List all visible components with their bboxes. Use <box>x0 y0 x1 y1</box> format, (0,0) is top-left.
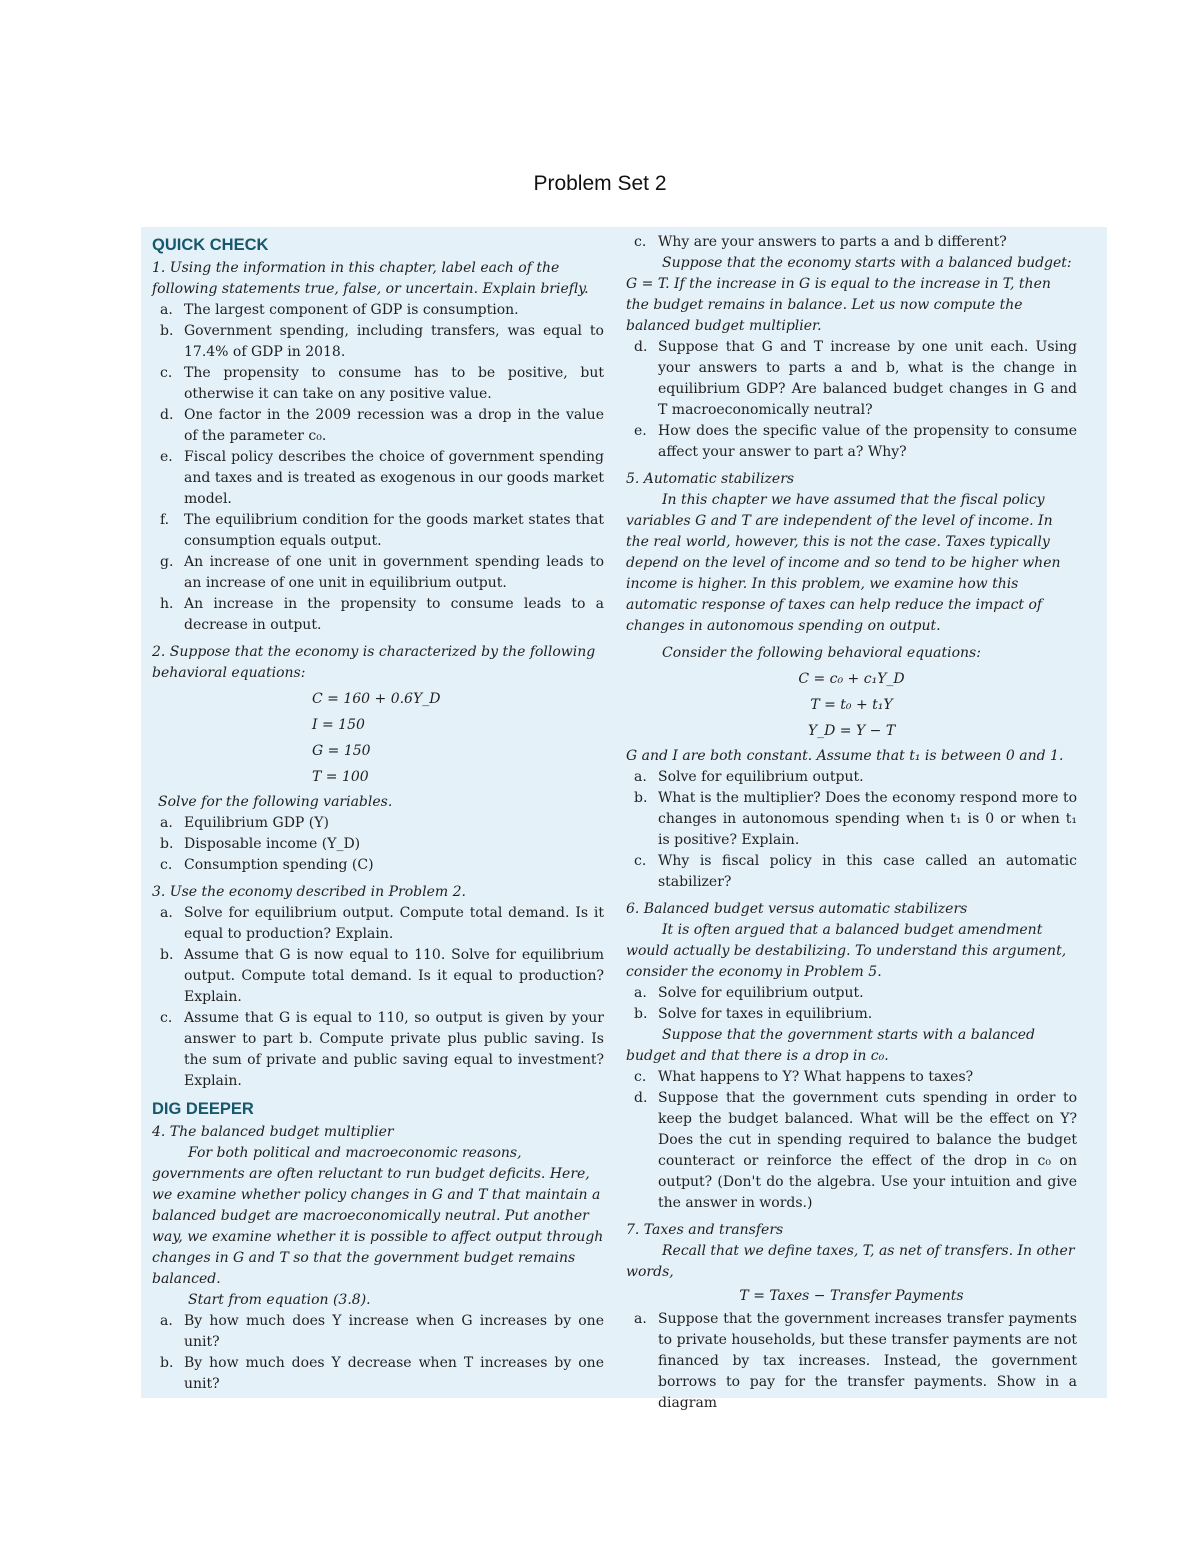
equation: G = 150 <box>312 743 371 759</box>
problem-4-title: 4. The balanced budget multiplier <box>152 1124 394 1140</box>
list-item: d. Suppose that the government cuts spending in order to keep the budget balanced. What will be the effect on Y? Does the cut in spending required to balance the budget counteract or reinforce the effect of the drop in c₀ on output? (Don't do the algebra. Use your intuition and give the answer in words.) <box>634 1090 1077 1211</box>
list-item: c. The propensity to consume has to be positive, but otherwise it can take on any positive value. <box>160 365 604 402</box>
problem-5-consider: Consider the following behavioral equations: <box>662 645 981 661</box>
list-item: c. Consumption spending (C) <box>160 857 374 873</box>
problem-6-paragraph: It is often argued that a balanced budget amendment would actually be destabilizing. To understand this argument, consider the economy in Problem 5. <box>626 922 1067 980</box>
problem-4-paragraph: For both political and macroeconomic reasons, governments are often reluctant to run budget deficits. Here, we examine whether policy changes in G and T that maintain a balanced budget are macroeconomically neutral. Put another way, we examine whether it is possible to affect output through changes in G and T so that the government budget remains balanced. <box>152 1145 604 1287</box>
list-item: d. One factor in the 2009 recession was a drop in the value of the parameter c₀. <box>160 407 604 444</box>
problem-6-list-2 <box>626 1067 1077 1214</box>
list-item: g. An increase of one unit in government spending leads to an increase of one unit in equilibrium output. <box>160 554 604 591</box>
equation: C = c₀ + c₁Y_D <box>798 671 905 687</box>
list-item: e. How does the specific value of the propensity to consume affect your answer to part a? Why? <box>634 423 1077 460</box>
list-item: a. Equilibrium GDP (Y) <box>160 815 329 831</box>
list-item: c. Why are your answers to parts a and b different? <box>634 234 1007 250</box>
problem-3-list <box>152 903 604 1092</box>
quick-check-heading: QUICK CHECK <box>152 236 269 254</box>
list-item: f. The equilibrium condition for the goods market states that consumption equals output. <box>160 512 604 549</box>
list-item: a. The largest component of GDP is consumption. <box>160 302 519 318</box>
equation: T = Taxes − Transfer Payments <box>739 1288 964 1304</box>
list-item: b. Assume that G is now equal to 110. Solve for equilibrium output. Compute total demand. Is it equal to production? Explain. <box>160 947 604 1005</box>
problem-4-start: Start from equation (3.8). <box>188 1292 371 1308</box>
problem-5-title: 5. Automatic stabilizers <box>626 471 795 487</box>
problem-7-title: 7. Taxes and transfers <box>626 1222 784 1238</box>
problem-1-intro: 1. Using the information in this chapter, label each of the following statements true, false, or uncertain. Explain briefly. <box>152 260 589 297</box>
problem-2-solve: Solve for the following variables. <box>158 794 393 810</box>
list-item: b. What is the multiplier? Does the economy respond more to changes in autonomous spending when t₁ is 0 or when t₁ is positive? Explain. <box>634 790 1077 848</box>
problem-7-list <box>626 1309 1077 1414</box>
problem-2-list <box>152 813 604 876</box>
problem-6-suppose: Suppose that the government starts with a balanced budget and that there is a drop in c₀. <box>626 1027 1035 1064</box>
equation: T = t₀ + t₁Y <box>810 697 893 713</box>
list-item: a. Solve for equilibrium output. <box>634 985 864 1001</box>
list-item: c. What happens to Y? What happens to taxes? <box>634 1069 974 1085</box>
list-item: c. Why is fiscal policy in this case called an automatic stabilizer? <box>634 853 1077 890</box>
list-item: b. By how much does Y decrease when T increases by one unit? <box>160 1355 604 1392</box>
problem-4-list-2 <box>626 337 1077 463</box>
problem-4-list-continued <box>626 232 1077 253</box>
problem-4-list <box>152 1311 604 1395</box>
problem-5-paragraph: In this chapter we have assumed that the fiscal policy variables G and T are independent of the level of income. In the real world, however, this is not the case. Taxes typically depend on the level of income and so tend to be higher when income is higher. In this problem, we examine how this automatic response of taxes can help reduce the impact of changes in autonomous spending on output. <box>626 492 1061 634</box>
dig-deeper-heading: DIG DEEPER <box>152 1100 254 1118</box>
list-item: a. By how much does Y increase when G increases by one unit? <box>160 1313 604 1350</box>
list-item: a. Suppose that the government increases transfer payments to private households, but these transfer payments are not financed by tax increases. Instead, the government borrows to pay for the transfer payments. Show in a diagram <box>634 1311 1077 1411</box>
left-column <box>152 232 604 1395</box>
list-item: h. An increase in the propensity to consume leads to a decrease in output. <box>160 596 604 633</box>
list-item: e. Fiscal policy describes the choice of government spending and taxes and is treated as exogenous in our goods market model. <box>160 449 604 507</box>
problem-6-title: 6. Balanced budget versus automatic stabilizers <box>626 901 968 917</box>
problem-5-note: G and I are both constant. Assume that t₁ is between 0 and 1. <box>626 748 1064 764</box>
problem-4-suppose: Suppose that the economy starts with a balanced budget: G = T. If the increase in G is equal to the increase in T, then the budget remains in balance. Let us now compute the balanced budget multiplier. <box>626 255 1072 334</box>
equation: Y_D = Y − T <box>807 723 896 739</box>
problem-2-equations <box>152 686 604 790</box>
equation: C = 160 + 0.6Y_D <box>312 691 441 707</box>
problem-5-list <box>626 767 1077 893</box>
list-item: b. Disposable income (Y_D) <box>160 836 361 852</box>
list-item: d. Suppose that G and T increase by one unit each. Using your answers to parts a and b, what is the change in equilibrium GDP? Are balanced budget changes in G and T macroeconomically neutral? <box>634 339 1077 418</box>
problem-7-paragraph: Recall that we define taxes, T, as net of transfers. In other words, <box>626 1243 1075 1280</box>
list-item: a. Solve for equilibrium output. <box>634 769 864 785</box>
list-item: b. Government spending, including transfers, was equal to 17.4% of GDP in 2018. <box>160 323 604 360</box>
list-item: c. Assume that G is equal to 110, so output is given by your answer to part b. Compute private plus public saving. Is the sum of private and public saving equal to investment? Explain. <box>160 1010 604 1089</box>
problem-2-intro: 2. Suppose that the economy is characterized by the following behavioral equations: <box>152 644 596 681</box>
problem-5-equations <box>626 666 1077 744</box>
list-item: a. Solve for equilibrium output. Compute total demand. Is it equal to production? Explain. <box>160 905 604 942</box>
equation: T = 100 <box>312 769 369 785</box>
problem-1-list <box>152 300 604 636</box>
page-title: Problem Set 2 <box>533 172 667 195</box>
problem-6-list <box>626 983 1077 1025</box>
right-column <box>626 232 1077 1414</box>
problem-3-intro: 3. Use the economy described in Problem 2. <box>152 884 466 900</box>
list-item: b. Solve for taxes in equilibrium. <box>634 1006 873 1022</box>
equation: I = 150 <box>312 717 365 733</box>
